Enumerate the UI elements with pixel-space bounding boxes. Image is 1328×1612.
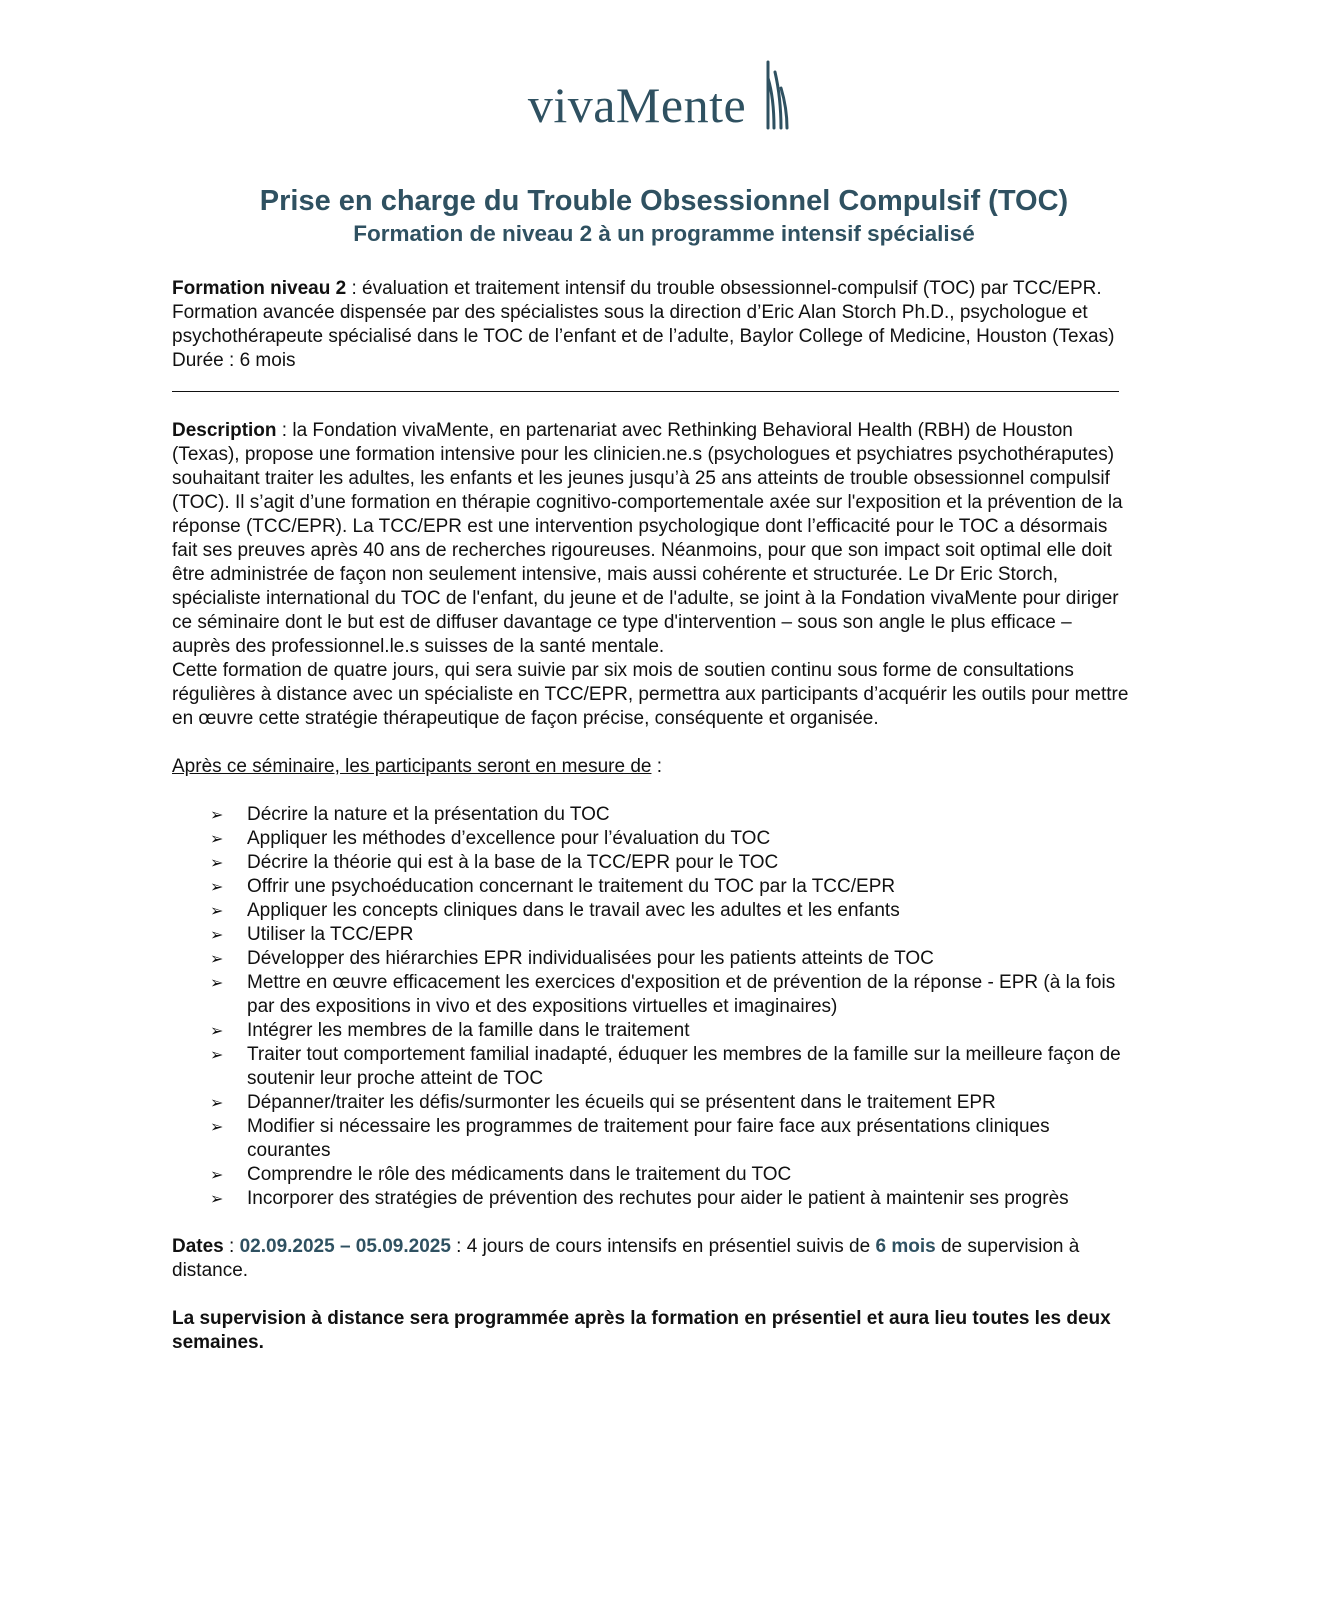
objectives-heading-line [172, 755, 1132, 779]
arrow-bullet-icon: ➢ [210, 877, 224, 896]
spacer [172, 731, 1132, 755]
objectives-list [172, 803, 1132, 1211]
objective-item [172, 1115, 1132, 1163]
arrow-bullet-icon: ➢ [210, 853, 224, 872]
objective-item [172, 851, 1132, 875]
objective-text: Traiter tout comportement familial inadapté, éduquer les membres de la famille sur la meilleure façon de soutenir leur proche atteint de TOC [247, 1044, 1121, 1089]
objective-item [172, 1187, 1132, 1211]
dates-label: Dates [172, 1236, 224, 1257]
objective-text: Offrir une psychoéducation concernant le traitement du TOC par la TCC/EPR [247, 876, 896, 897]
logo-text: vivaMente [527, 77, 747, 133]
intro-line2: Formation avancée dispensée par des spécialistes sous la direction d’Eric Alan Storch Ph.D., psychologue et psychothérapeute spécialisé dans le TOC de l’enfant et de l’adulte, Baylor College of Medicine, Houston (Texas) [172, 302, 1115, 347]
intro-text: : évaluation et traitement intensif du trouble obsessionnel-compulsif (TOC) par TCC/EPR. [346, 278, 1102, 299]
arrow-bullet-icon: ➢ [210, 949, 224, 968]
objective-item [172, 875, 1132, 899]
objective-text: Décrire la théorie qui est à la base de la TCC/EPR pour le TOC [247, 852, 779, 873]
dates-range: 02.09.2025 – 05.09.2025 [239, 1236, 451, 1257]
spacer [172, 392, 1132, 419]
objective-item [172, 803, 1132, 827]
duration: Durée : 6 mois [172, 350, 296, 371]
objective-text: Utiliser la TCC/EPR [247, 924, 414, 945]
objective-item [172, 971, 1132, 1019]
objective-item [172, 827, 1132, 851]
arrow-bullet-icon: ➢ [210, 1021, 224, 1040]
objective-item [172, 1163, 1132, 1187]
vivamente-logo-mark-icon [762, 58, 792, 132]
logo [0, 52, 1328, 132]
description-paragraph [172, 419, 1132, 659]
page-title: Prise en charge du Trouble Obsessionnel Compulsif (TOC) [259, 185, 1069, 217]
objectives-heading-suffix: : [651, 756, 663, 777]
document-body [172, 277, 1132, 1355]
objective-text: Dépanner/traiter les défis/surmonter les écueils qui se présentent dans le traitement EPR [247, 1092, 996, 1113]
objective-item [172, 1091, 1132, 1115]
dates-months: 6 mois [875, 1236, 936, 1257]
dates-text-a: : 4 jours de cours intensifs en présentiel suivis de [450, 1236, 876, 1257]
objectives-heading: Après ce séminaire, les participants seront en mesure de [172, 756, 652, 777]
objective-item [172, 1043, 1132, 1091]
objective-text: Mettre en œuvre efficacement les exercices d'exposition et de prévention de la réponse - EPR (à la fois par des expositions in vivo et des expositions virtuelles et imaginaires) [247, 972, 1116, 1017]
arrow-bullet-icon: ➢ [210, 1117, 224, 1136]
description-label: Description [172, 420, 277, 441]
dates-text-b: de supervision à distance. [172, 1236, 1080, 1281]
description-paragraph-2: Cette formation de quatre jours, qui sera suivie par six mois de soutien continu sous forme de consultations régulières à distance avec un spécialiste en TCC/EPR, permettra aux participants d’acquérir les outils pour mettre en œuvre cette stratégie thérapeutique de façon précise, conséquente et organisée. [172, 660, 1129, 729]
objective-text: Appliquer les concepts cliniques dans le travail avec les adultes et les enfants [247, 900, 900, 921]
arrow-bullet-icon: ➢ [210, 973, 224, 992]
objective-text: Modifier si nécessaire les programmes de traitement pour faire face aux présentations cliniques courantes [247, 1116, 1050, 1161]
arrow-bullet-icon: ➢ [210, 1189, 224, 1208]
objective-text: Développer des hiérarchies EPR individualisées pour les patients atteints de TOC [247, 948, 934, 969]
spacer [172, 779, 1132, 803]
description-text: : la Fondation vivaMente, en partenariat avec Rethinking Behavioral Health (RBH) de Houston (Texas), propose une formation intensive pour les clinicien.ne.s (psychologues et psychiatres psychothéraputes) souhaitant traiter les adultes, les enfants et les jeunes jusqu’à 25 ans atteints de trouble obsessionnel compulsif (TOC). Il s’agit d’une formation en thérapie cognitivo-comportementale axée sur l'exposition et la prévention de la réponse (TCC/EPR). La TCC/EPR est une intervention psychologique dont l’efficacité pour le TOC a désormais fait ses preuves après 40 ans de recherches rigoureuses. Néanmoins, pour que son impact soit optimal elle doit être administrée de façon non seulement intensive, mais aussi cohérente et structurée. Le Dr Eric Storch, spécialiste international du TOC de l'enfant, du jeune et de l'adulte, se joint à la Fondation vivaMente pour diriger ce séminaire dont le but est de diffuser davantage ce type d'intervention – sous son angle le plus efficace – auprès des professionnel.le.s suisses de la santé mentale. [172, 420, 1123, 657]
objective-text: Comprendre le rôle des médicaments dans le traitement du TOC [247, 1164, 792, 1185]
objective-item [172, 1019, 1132, 1043]
spacer [172, 1283, 1132, 1307]
arrow-bullet-icon: ➢ [210, 829, 224, 848]
page-subtitle: Formation de niveau 2 à un programme intensif spécialisé [353, 221, 975, 246]
dates-sep: : [223, 1236, 240, 1257]
arrow-bullet-icon: ➢ [210, 1165, 224, 1184]
objective-item [172, 899, 1132, 923]
intro-paragraph [172, 277, 1132, 301]
intro-label: Formation niveau 2 [172, 278, 347, 299]
objective-text: Décrire la nature et la présentation du TOC [247, 804, 610, 825]
arrow-bullet-icon: ➢ [210, 925, 224, 944]
arrow-bullet-icon: ➢ [210, 805, 224, 824]
arrow-bullet-icon: ➢ [210, 1045, 224, 1064]
dates-paragraph [172, 1235, 1132, 1283]
supervision-note: La supervision à distance sera programmée après la formation en présentiel et aura lieu toutes les deux semaines. [172, 1308, 1111, 1353]
arrow-bullet-icon: ➢ [210, 1093, 224, 1112]
spacer [172, 1211, 1132, 1235]
objective-text: Intégrer les membres de la famille dans le traitement [247, 1020, 690, 1041]
objective-item [172, 923, 1132, 947]
objective-text: Incorporer des stratégies de prévention des rechutes pour aider le patient à maintenir ses progrès [247, 1188, 1069, 1209]
arrow-bullet-icon: ➢ [210, 901, 224, 920]
objective-item [172, 947, 1132, 971]
horizontal-rule [172, 373, 1119, 392]
objective-text: Appliquer les méthodes d’excellence pour l’évaluation du TOC [247, 828, 771, 849]
